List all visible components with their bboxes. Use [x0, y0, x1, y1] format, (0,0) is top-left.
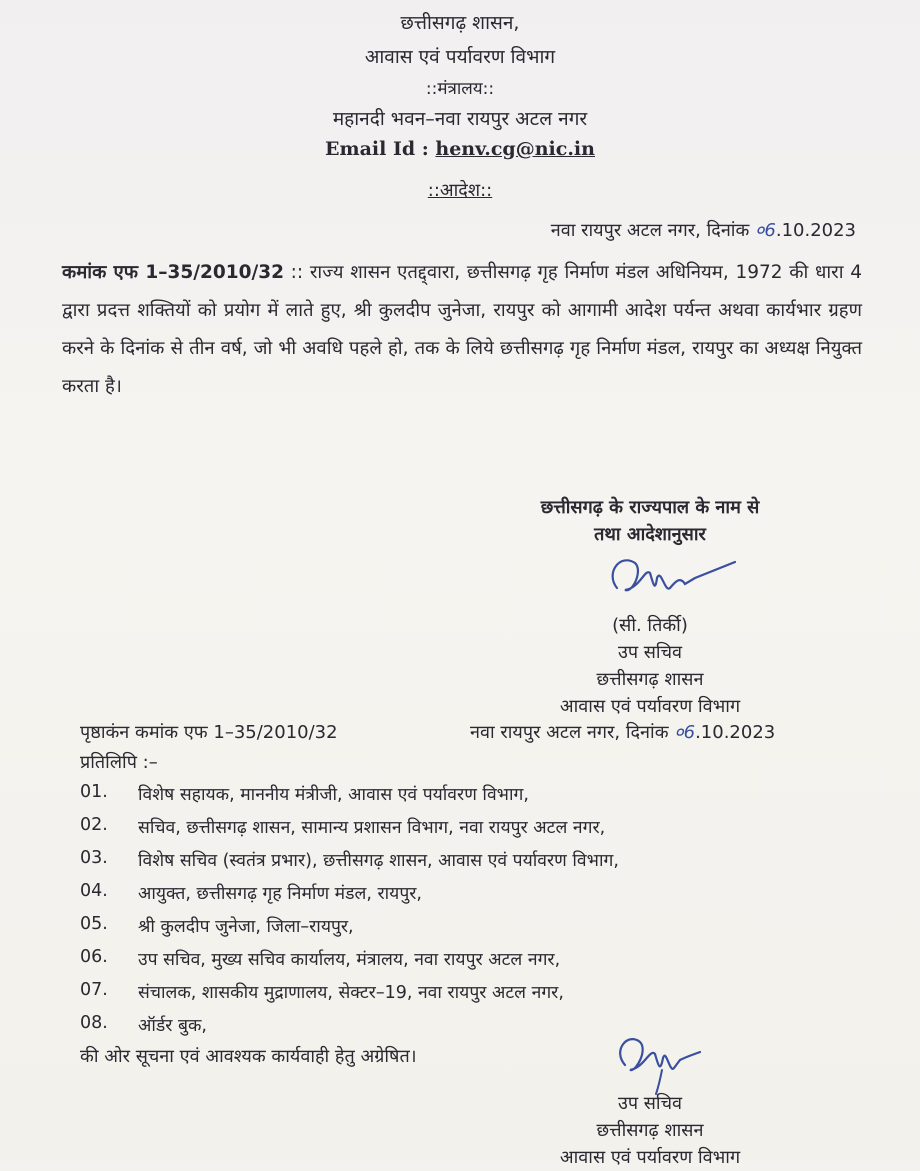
list-item: [80, 980, 860, 1013]
list-item-text: श्री कुलदीप जुनेजा, जिला–रायपुर,: [138, 917, 354, 937]
closing-line: की ओर सूचना एवं आवश्यक कार्यवाही हेतु अग्रेषित।: [80, 1046, 417, 1067]
list-item-text: विशेष सचिव (स्वतंत्र प्रभार), छत्तीसगढ़ शासन, आवास एवं पर्यावरण विभाग,: [138, 851, 619, 871]
endorsement-date-handwritten: ०6: [674, 722, 696, 743]
order-body: [62, 254, 862, 406]
list-item-text: आयुक्त, छत्तीसगढ़ गृह निर्माण मंडल, रायपुर,: [138, 884, 422, 904]
governor-line: छत्तीसगढ़ के राज्यपाल के नाम से: [540, 497, 760, 518]
list-item: [80, 1013, 860, 1046]
list-item-text: उप सचिव, मुख्य सचिव कार्यालय, मंत्रालय, नवा रायपुर अटल नगर,: [138, 950, 561, 970]
list-item: [80, 782, 860, 815]
copy-label: प्रतिलिपि :–: [80, 752, 158, 773]
signatory-name: (सी. तिर्की): [612, 615, 688, 636]
distribution-list: [80, 782, 860, 1046]
list-item-number: 06.: [80, 947, 108, 967]
list-item-number: 08.: [80, 1013, 108, 1033]
list-item-number: 07.: [80, 980, 108, 1000]
list-item-text: संचालक, शासकीय मुद्राणालय, सेक्टर–19, नवा रायपुर अटल नगर,: [138, 983, 564, 1003]
order-date-prefix: नवा रायपुर अटल नगर, दिनांक: [550, 220, 750, 241]
signatory-org: छत्तीसगढ़ शासन: [596, 669, 704, 690]
signatory-designation: उप सचिव: [617, 642, 683, 663]
header-line1: छत्तीसगढ़ शासन,: [400, 12, 520, 34]
list-item-text: विशेष सहायक, माननीय मंत्रीजी, आवास एवं पर्यावरण विभाग,: [138, 785, 529, 805]
endorsement-date-prefix: नवा रायपुर अटल नगर, दिनांक: [470, 722, 669, 743]
order-line: तथा आदेशानुसार: [594, 524, 706, 545]
list-item-text: ऑर्डर बुक,: [138, 1016, 207, 1036]
order-date: [551, 218, 856, 242]
order-date-rest: .10.2023: [775, 220, 856, 241]
endorsement-date-rest: .10.2023: [695, 722, 776, 743]
list-item: [80, 848, 860, 881]
header-email-row: [0, 134, 920, 164]
list-item-number: 02.: [80, 815, 108, 835]
order-date-handwritten: ०6: [755, 220, 776, 241]
order-body-text: :: राज्य शासन एतद्द्वारा, छत्तीसगढ़ गृह निर्माण मंडल अधिनियम, 1972 की धारा 4 द्वारा प्रदत्त शक्तियों को प्रयोग में लाते हुए, श्री कुलदीप जुनेजा, रायपुर को आगामी आदेश पर्यन्त अथवा कार्यभार ग्रहण करने के दिनांक से तीन वर्ष, जो भी अवधि पहले हो, तक के लिये छत्तीसगढ़ गृह निर्माण मंडल, रायपुर का अध्यक्ष नियुक्त करता है।: [62, 262, 862, 397]
list-item-number: 05.: [80, 914, 108, 934]
signatory-details: [520, 612, 780, 720]
signature-2-org: छत्तीसगढ़ शासन: [596, 1120, 704, 1141]
signatory-department: आवास एवं पर्यावरण विभाग: [559, 696, 741, 717]
signature-authority: [500, 494, 800, 548]
list-item: [80, 881, 860, 914]
header-mantralaya: ::मंत्रालय::: [425, 79, 495, 99]
signature-2-designation: उप सचिव: [617, 1093, 683, 1114]
email-label: Email Id :: [325, 138, 429, 160]
list-item-number: 04.: [80, 881, 108, 901]
signature-2-details: [520, 1090, 780, 1171]
header-address: महानदी भवन–नवा रायपुर अटल नगर: [332, 108, 588, 130]
endorsement-number: पृष्ठाकंन कमांक एफ 1–35/2010/32: [80, 722, 338, 743]
signature-2-department: आवास एवं पर्यावरण विभाग: [559, 1147, 741, 1168]
order-title: ::आदेश::: [427, 180, 493, 201]
list-item-text: सचिव, छत्तीसगढ़ शासन, सामान्य प्रशासन विभाग, नवा रायपुर अटल नगर,: [138, 818, 606, 838]
list-item: [80, 815, 860, 848]
endorsement-date: [470, 720, 775, 744]
header-department: आवास एवं पर्यावरण विभाग: [364, 46, 556, 68]
list-item: [80, 914, 860, 947]
email-link[interactable]: henv.cg@nic.in: [435, 138, 595, 160]
order-number: कमांक एफ 1–35/2010/32: [62, 262, 284, 283]
list-item: [80, 947, 860, 980]
signature-1-icon: [595, 548, 745, 618]
list-item-number: 01.: [80, 782, 108, 802]
list-item-number: 03.: [80, 848, 108, 868]
